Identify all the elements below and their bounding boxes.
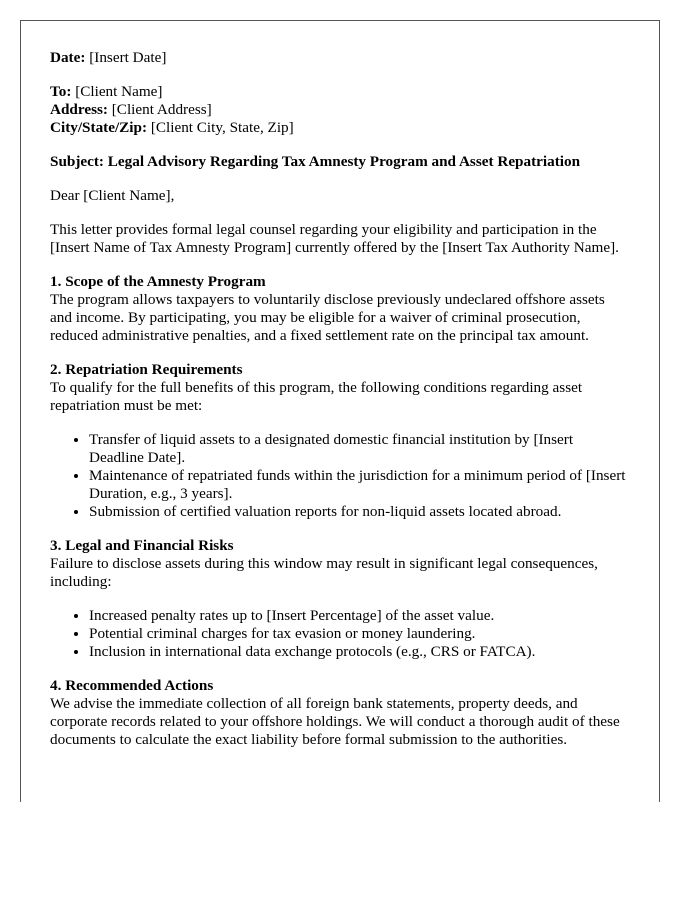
address-line	[50, 101, 629, 119]
city-value: [Client City, State, Zip]	[147, 119, 294, 136]
date-label: Date:	[50, 49, 86, 66]
section-actions	[50, 677, 629, 749]
requirements-list	[50, 431, 629, 521]
list-item: • Maintenance of repatriated funds within the jurisdiction for a minimum period of [Insert Duration, e.g., 3 years].	[89, 467, 629, 503]
list-item: • Transfer of liquid assets to a designated domestic financial institution by [Insert Deadline Date].	[89, 431, 629, 467]
date-line	[50, 49, 629, 67]
section-risks	[50, 537, 629, 661]
list-item: • Increased penalty rates up to [Insert Percentage] of the asset value.	[89, 607, 629, 625]
list-item: • Submission of certified valuation reports for non-liquid assets located abroad.	[89, 503, 629, 521]
section-heading: 4. Recommended Actions	[50, 677, 214, 694]
section-body: To qualify for the full benefits of this program, the following conditions regarding asset repatriation must be met:	[50, 379, 583, 414]
section-body: We advise the immediate collection of all foreign bank statements, property deeds, and corporate records related to your offshore holdings. We will conduct a thorough audit of these documents to calculate the exact liability before formal submission to the authorities.	[50, 695, 620, 748]
date-value: [Insert Date]	[85, 49, 167, 66]
to-line	[50, 83, 629, 101]
list-item: • Potential criminal charges for tax evasion or money laundering.	[89, 625, 629, 643]
section-body: Failure to disclose assets during this window may result in significant legal consequences, including:	[50, 555, 598, 590]
address-value: [Client Address]	[107, 101, 212, 118]
city-label: City/State/Zip:	[50, 119, 148, 136]
to-label: To:	[50, 83, 72, 100]
section-heading: 2. Repatriation Requirements	[50, 361, 243, 378]
section-scope	[50, 273, 629, 345]
risks-list	[50, 607, 629, 661]
to-value: [Client Name]	[71, 83, 163, 100]
intro-paragraph: This letter provides formal legal counsel regarding your eligibility and participation in the [Insert Name of Tax Amnesty Program] currently offered by the [Insert Tax Authority Name].	[50, 221, 619, 256]
recipient-block	[50, 83, 629, 137]
city-line	[50, 119, 629, 137]
address-label: Address:	[50, 101, 108, 118]
section-heading: 1. Scope of the Amnesty Program	[50, 273, 266, 290]
section-heading: 3. Legal and Financial Risks	[50, 537, 234, 554]
list-item: • Inclusion in international data exchange protocols (e.g., CRS or FATCA).	[89, 643, 629, 661]
salutation: Dear [Client Name],	[50, 187, 175, 204]
subject-line: Subject: Legal Advisory Regarding Tax Amnesty Program and Asset Repatriation	[50, 153, 581, 170]
section-repatriation	[50, 361, 629, 521]
letter-page	[20, 20, 660, 802]
section-body: The program allows taxpayers to voluntarily disclose previously undeclared offshore assets and income. By participating, you may be eligible for a waiver of criminal prosecution, reduced administrative penalties, and a fixed settlement rate on the principal tax amount.	[50, 291, 605, 344]
